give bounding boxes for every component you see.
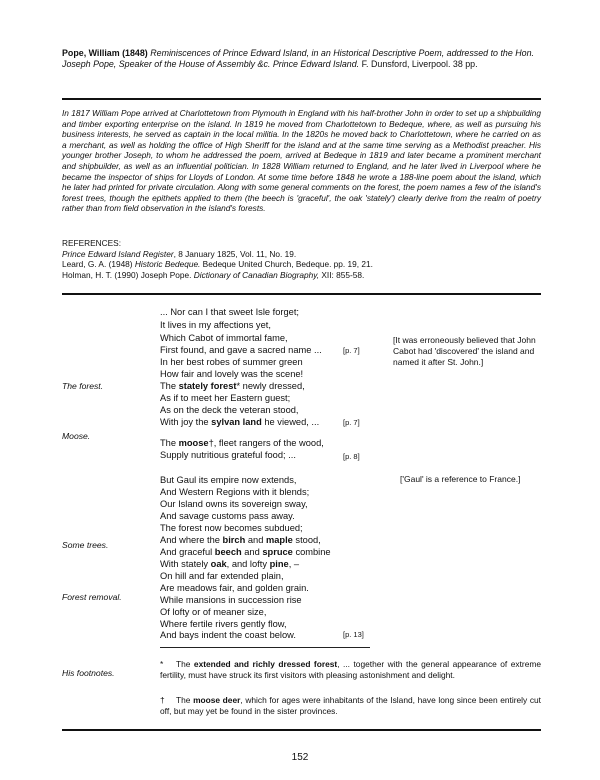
reference-item: Prince Edward Island Register, 8 January 1825, Vol. 11, No. 19. [62,248,297,259]
poem-line: Which Cabot of immortal fame, [160,333,288,343]
references-heading: REFERENCES: [62,238,122,248]
page-number: 152 [291,752,309,763]
poem-line: First found, and gave a sacred name ... [160,345,322,355]
poem-line: ... Nor can I that sweet Isle forget; [160,307,299,317]
footnote-separator [160,647,370,648]
reference-item: Leard, G. A. (1948) Historic Bedeque. Bedeque United Church, Bedeque. pp. 19, 21. [62,259,373,270]
poem-line: As on the deck the veteran stood, [160,405,299,415]
section-rule [62,293,541,295]
poem-line: And where the birch and maple stood, [160,535,321,545]
poem-line: Supply nutritious grateful food; ... [160,450,296,460]
poem-line: And Western Regions with it blends; [160,487,310,497]
side-note: [It was erroneously believed that John Cabot had 'discovered' the island and named it after St. John.] [393,335,536,367]
page-reference: [p. 8] [343,452,360,461]
reference-item: Holman, H. T. (1990) Joseph Pope. Dictionary of Canadian Biography, XII: 855-58. [62,269,365,280]
poem-line: And savage customs pass away. [160,511,295,521]
poem-line: While mansions in succession rise [160,595,302,605]
side-note: ['Gaul' is a reference to France.] [400,474,521,484]
poem-line: Our Island owns its sovereign sway, [160,499,308,509]
margin-note: The forest. [62,381,104,391]
citation-author: Pope, William (1848) [62,48,148,58]
poem-line: And bays indent the coast below. [160,630,296,640]
poem-line: With stately oak, and lofty pine, – [160,559,300,569]
margin-note: Forest removal. [62,592,122,602]
poem-line: And graceful beech and spruce combine [160,547,331,557]
footnote [160,659,541,682]
citation-title: Reminiscences of Prince Edward Island, in an Historical Descriptive Poem, addressed to the Hon. Joseph Pope, Speaker of the House of Assembly &c. Prince Edward Island. [62,48,534,69]
poem-line: The moose†, fleet rangers of the wood, [160,438,324,448]
footer-rule [62,729,541,731]
poem-line: It lives in my affections yet, [160,320,271,330]
poem-line: In her best robes of summer green [160,357,303,367]
poem-line: Of lofty or of meaner size, [160,607,267,617]
margin-note: His footnotes. [62,668,115,678]
footnote-text: The moose deer, which for ages were inhabitants of the Island, have long since been entirely cut off, but may yet be found in the sister provinces. [160,695,542,717]
poem-line: But Gaul its empire now extends, [160,475,297,485]
poem-line: How fair and lovely was the scene! [160,369,304,379]
references-block [62,238,541,280]
poem-line: With joy the sylvan land he viewed, ... [160,417,320,427]
header-rule [62,98,541,100]
poem-line: On hill and far extended plain, [160,571,284,581]
poem-line: The forest now becomes subdued; [160,523,303,533]
poem-line: Where fertile rivers gently flow, [160,619,287,629]
margin-note: Some trees. [62,540,109,550]
page-reference: [p. 13] [343,630,364,639]
page-reference: [p. 7] [343,346,360,355]
biography-paragraph: In 1817 William Pope arrived at Charlottetown from Plymouth in England with his half-brother John in order to set up a shipbuilding and timber exporting enterprise on the island. In 1819 he moved from Charlottetown to Bedeque, where, as well as pursuing his business interests, he served as captain in the local militia. In the 1820s he moved back to Charlottetown, where he carried on as a merchant, as well as holding the office of High Sheriff for the island and at the same time serving as a Methodist preacher. His younger brother Joseph, to whom he addressed the poem, arrived at Bedeque in 1819 and later became a prominent merchant and shipbuilder, as well as an influential politician. In 1828 William returned to England, and he later lived in Liverpool where he became the inspector of ships for Lloyds of London. At some time before 1848 he wrote a 188-line poem about the island, which he later had printed for private circulation. Along with some general comments on the forest, the poem names a few of the island's forest trees, though the epithets applied to them (the beech is 'graceful', the oak 'stately') clearly derive from the realm of poetry rather than from field observation in the island's forests. [62,108,541,214]
footnote-symbol: * [160,659,164,669]
page-reference: [p. 7] [343,418,360,427]
poem-line: As if to meet her Eastern guest; [160,393,291,403]
footnote-text: The extended and richly dressed forest, ... together with the general appearance of extreme fertility, must have struck its first visitors with pleasing astonishment and delight. [160,659,541,681]
citation-header [62,48,541,70]
citation-publisher: F. Dunsford, Liverpool. 38 pp. [361,59,478,69]
poem-line: The stately forest* newly dressed, [160,381,305,391]
margin-note: Moose. [62,431,91,441]
footnote [160,695,541,718]
footnote-symbol: † [160,695,165,705]
poem-line: Are meadows fair, and golden grain. [160,583,309,593]
